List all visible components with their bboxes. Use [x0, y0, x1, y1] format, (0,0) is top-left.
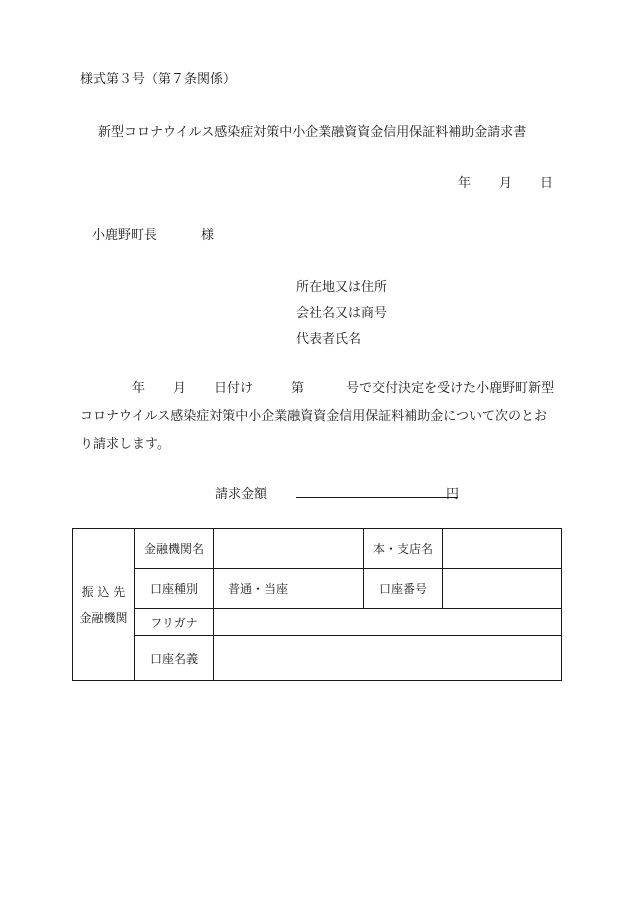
account-name-value[interactable]: [214, 636, 562, 681]
bank-group-label-line-2: 金融機関: [79, 610, 128, 625]
body-line-3: り請求します。: [80, 437, 170, 452]
body-line-2: コロナウイルス感染症対策中小企業融資資金信用保証料補助金について次のとお: [80, 409, 547, 424]
request-body: [80, 375, 580, 459]
addressee-name: 小鹿野町長: [92, 228, 158, 243]
branch-value[interactable]: [443, 529, 562, 569]
body-year: 年: [132, 381, 146, 396]
furigana-value[interactable]: [214, 609, 562, 636]
amount-input-line[interactable]: [296, 497, 458, 498]
branch-label: 本・支店名: [364, 529, 443, 569]
document-title: 新型コロナウイルス感染症対策中小企業融資資金信用保証料補助金請求書: [98, 125, 527, 140]
account-name-label: 口座名義: [135, 636, 214, 681]
body-day: 日付け: [214, 381, 254, 396]
addressee-honorific: 様: [201, 228, 215, 243]
addressee: [92, 224, 214, 243]
body-line-1: [80, 375, 580, 403]
bank-group-label: [73, 529, 135, 681]
account-number-label: 口座番号: [364, 569, 443, 609]
applicant-company-label: 会社名又は商号: [296, 306, 388, 321]
date-month: 月: [499, 176, 513, 191]
date-line: [458, 172, 553, 191]
body-month: 月: [173, 381, 187, 396]
account-type-label: 口座種別: [135, 569, 214, 609]
applicant-block: [296, 275, 387, 353]
institution-value[interactable]: [214, 529, 364, 569]
date-year: 年: [458, 176, 472, 191]
applicant-representative-label: 代表者氏名: [296, 332, 362, 347]
institution-label: 金融機関名: [135, 529, 214, 569]
amount-label: 請求金額: [215, 487, 268, 502]
account-type-value[interactable]: 普通・当座: [214, 569, 364, 609]
bank-info-table: [72, 528, 562, 681]
furigana-label: フリガナ: [135, 609, 214, 636]
applicant-address-label: 所在地又は住所: [296, 280, 388, 295]
bank-group-label-line-1: 振 込 先: [81, 584, 126, 599]
date-day: 日: [540, 176, 554, 191]
amount-unit: 円: [446, 487, 460, 502]
body-line-1-rest: 号で交付決定を受けた小鹿野町新型: [346, 381, 555, 396]
body-number-prefix: 第: [291, 381, 305, 396]
account-number-value[interactable]: [443, 569, 562, 609]
form-number: 様式第３号（第７条関係）: [80, 72, 237, 87]
